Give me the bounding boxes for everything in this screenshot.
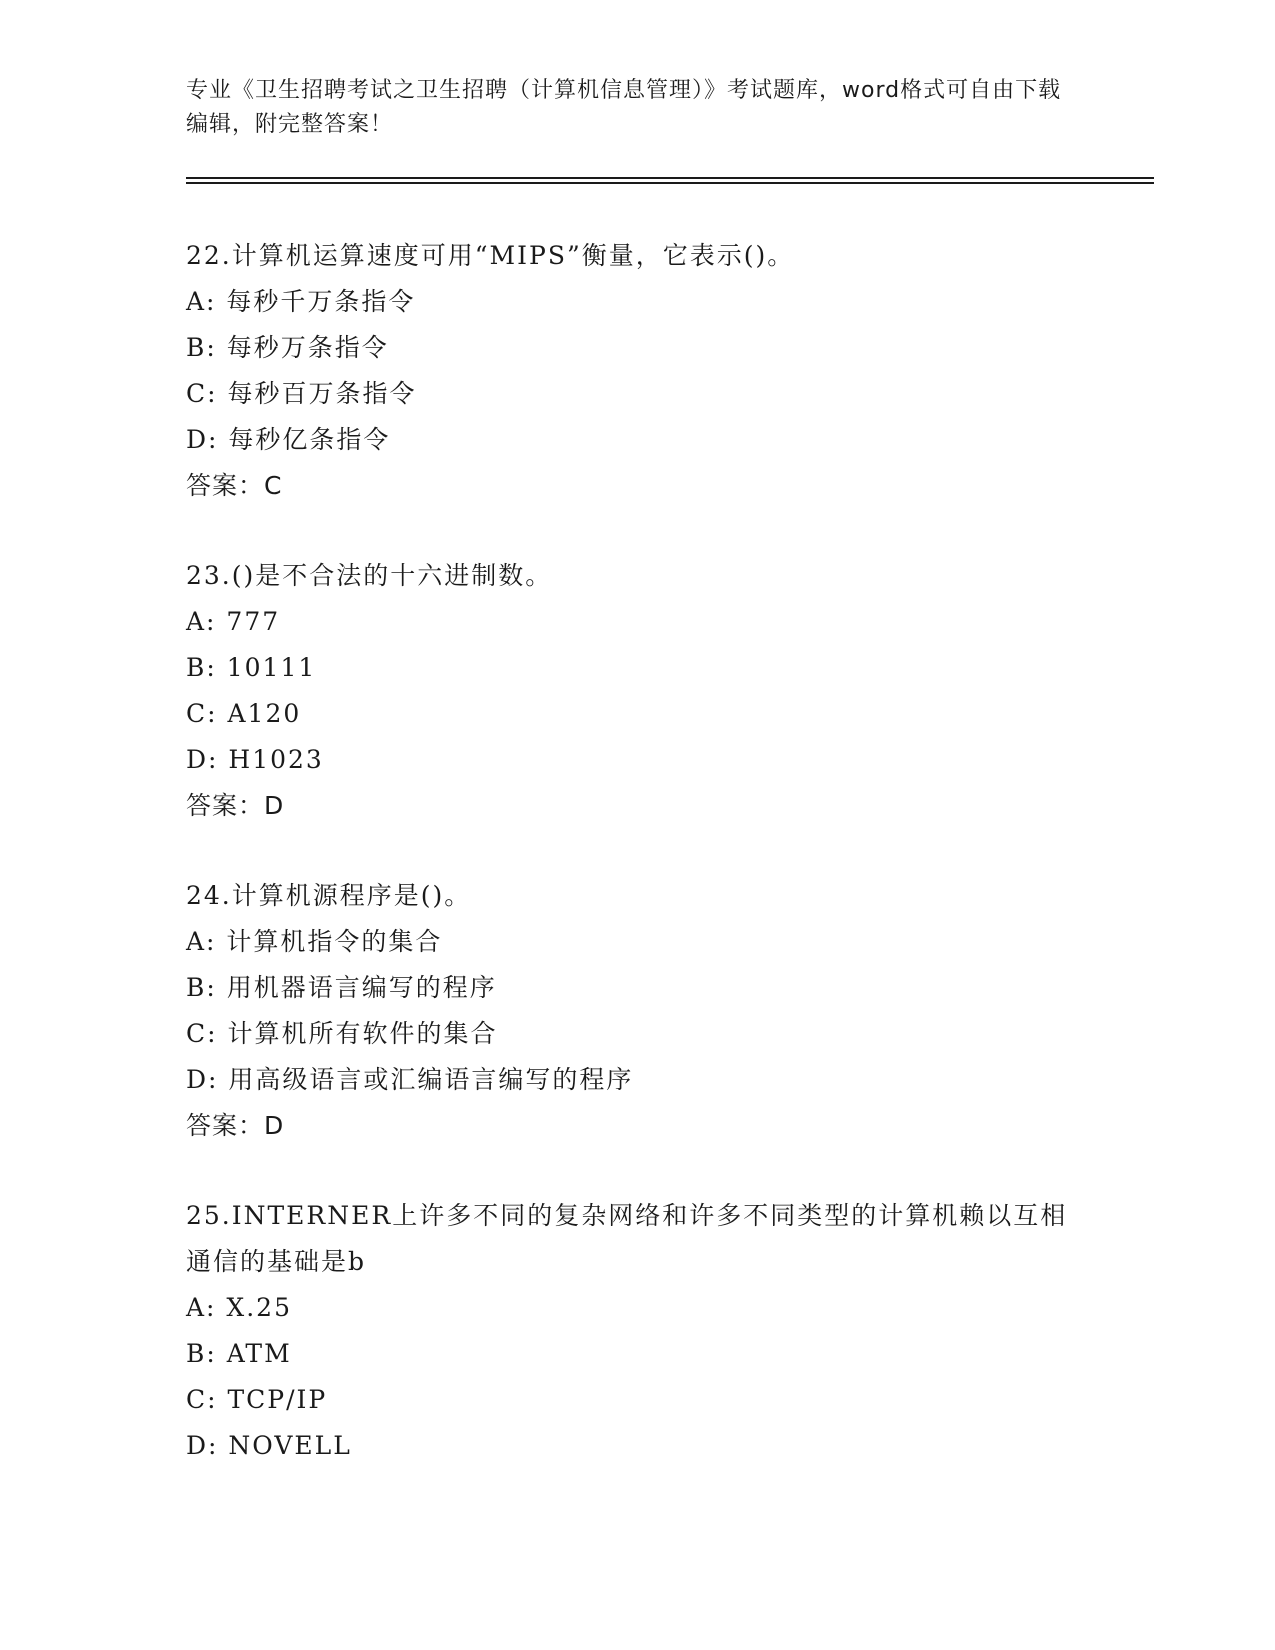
option-d: D: H1023 — [186, 745, 324, 774]
question-23 — [186, 553, 1086, 829]
question-stem: 22.计算机运算速度可用“MIPS”衡量，它表示()。 — [186, 241, 795, 270]
header-divider-top — [186, 177, 1154, 179]
option-c: C: A120 — [186, 699, 302, 728]
option-b: B: 用机器语言编写的程序 — [186, 973, 497, 1002]
question-stem: 23.()是不合法的十六进制数。 — [186, 561, 553, 590]
option-a: A: 计算机指令的集合 — [186, 927, 443, 956]
option-a: A: X.25 — [186, 1293, 292, 1322]
question-24 — [186, 873, 1086, 1149]
question-stem: 24.计算机源程序是()。 — [186, 881, 472, 910]
option-b: B: 每秒万条指令 — [186, 333, 389, 362]
option-a: A: 777 — [186, 607, 281, 636]
option-b: B: 10111 — [186, 653, 317, 682]
question-22 — [186, 233, 1086, 509]
answer-line: 答案：D — [186, 791, 285, 820]
answer-line: 答案：C — [186, 471, 283, 500]
option-b: B: ATM — [186, 1339, 292, 1368]
option-c: C: 计算机所有软件的集合 — [186, 1019, 498, 1048]
option-c: C: 每秒百万条指令 — [186, 379, 417, 408]
option-c: C: TCP/IP — [186, 1385, 328, 1414]
document-header: 专业《卫生招聘考试之卫生招聘（计算机信息管理）》考试题库，word格式可自由下载编辑，附完整答案！ — [186, 78, 1062, 137]
header-divider-bottom — [186, 182, 1154, 184]
option-d: D: 每秒亿条指令 — [186, 425, 391, 454]
option-d: D: 用高级语言或汇编语言编写的程序 — [186, 1065, 634, 1094]
option-d: D: NOVELL — [186, 1431, 352, 1460]
option-a: A: 每秒千万条指令 — [186, 287, 416, 316]
question-25 — [186, 1193, 1086, 1469]
answer-line: 答案：D — [186, 1111, 285, 1140]
question-stem: 25.INTERNER上许多不同的复杂网络和许多不同类型的计算机赖以互相通信的基础是b — [186, 1201, 1068, 1276]
